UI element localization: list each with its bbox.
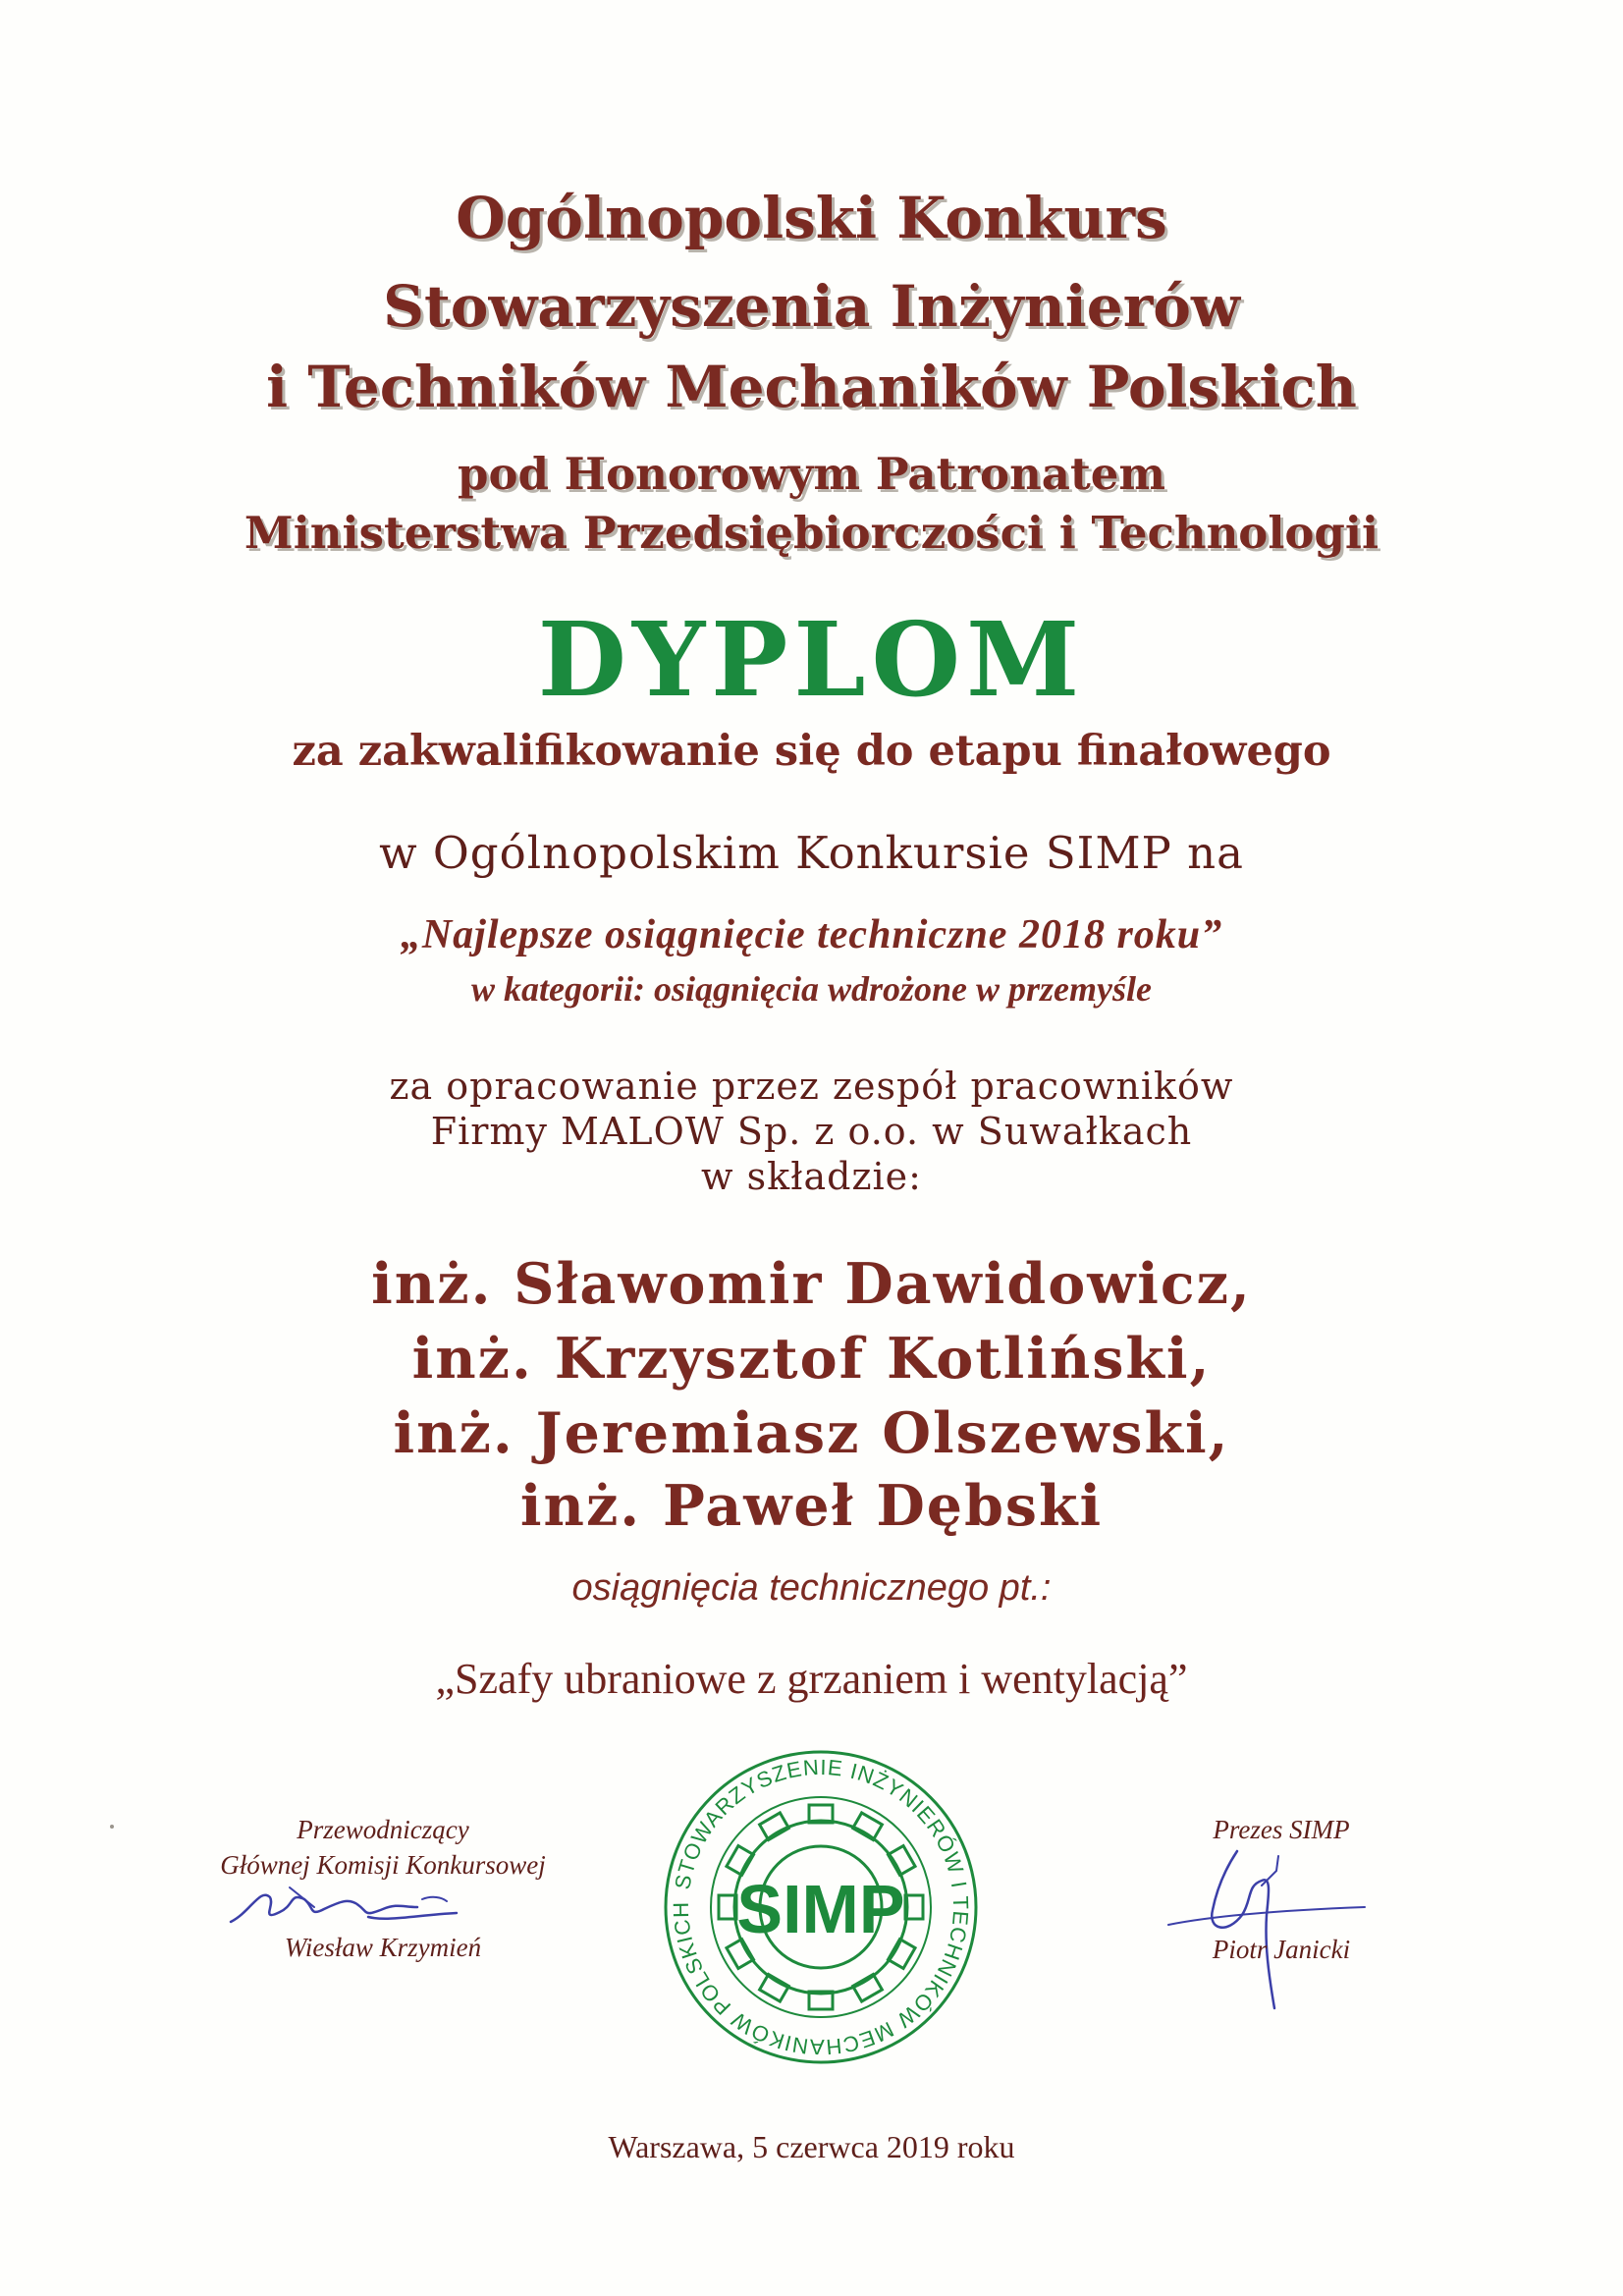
member-name: inż. Jeremiasz Olszewski, bbox=[393, 1400, 1230, 1466]
right-handwritten-signature bbox=[1159, 1836, 1384, 2013]
seal-ring-text: STOWARZYSZENIE INŻYNIERÓW I TECHNIKÓW MECHANIKÓW POLSKICH bbox=[668, 1754, 974, 2060]
seal-center-text: SIMP bbox=[736, 1871, 905, 1947]
qualification-line: za zakwalifikowanie się do etapu finałowego bbox=[292, 727, 1331, 776]
heading-line-1: Ogólnopolski Konkurs bbox=[456, 185, 1167, 251]
left-handwritten-signature bbox=[221, 1878, 476, 1937]
team-line-1: za opracowanie przez zespół pracowników bbox=[389, 1065, 1234, 1108]
achievement-title: „Szafy ubraniowe z grzaniem i wentylacją” bbox=[435, 1655, 1188, 1703]
left-signatory-name: Wiesław Krzymień bbox=[284, 1933, 482, 1962]
award-subcategory: w kategorii: osiągnięcia wdrożone w przemyśle bbox=[471, 969, 1152, 1009]
member-name: inż. Paweł Dębski bbox=[519, 1473, 1104, 1539]
team-line-3: w składzie: bbox=[701, 1155, 922, 1198]
left-signatory-role-2: Głównej Komisji Konkursowej bbox=[220, 1850, 546, 1880]
diploma-title: DYPLOM bbox=[537, 599, 1086, 720]
member-name: inż. Sławomir Dawidowicz, bbox=[371, 1251, 1252, 1317]
heading-line-5: Ministerstwa Przedsiębiorczości i Technologii bbox=[243, 507, 1380, 559]
right-signatory-role: Prezes SIMP bbox=[1213, 1815, 1350, 1844]
heading-line-2: Stowarzyszenia Inżynierów bbox=[383, 273, 1240, 340]
speck bbox=[110, 1825, 114, 1829]
left-signatory-role-1: Przewodniczący bbox=[297, 1815, 469, 1844]
simp-seal bbox=[654, 1750, 988, 2064]
heading-line-3: i Techników Mechaników Polskich bbox=[266, 354, 1357, 420]
achievement-label: osiągnięcia technicznego pt.: bbox=[571, 1567, 1052, 1609]
member-name: inż. Krzysztof Kotliński, bbox=[411, 1326, 1212, 1392]
team-line-2: Firmy MALOW Sp. z o.o. w Suwałkach bbox=[430, 1110, 1193, 1153]
heading-line-4: pod Honorowym Patronatem bbox=[458, 448, 1165, 500]
award-category: „Najlepsze osiągnięcie techniczne 2018 roku” bbox=[400, 912, 1223, 957]
place-and-date: Warszawa, 5 czerwca 2019 roku bbox=[608, 2129, 1015, 2164]
right-signatory-name: Piotr Janicki bbox=[1212, 1935, 1351, 1964]
contest-line: w Ogólnopolskim Konkursie SIMP na bbox=[379, 827, 1244, 879]
